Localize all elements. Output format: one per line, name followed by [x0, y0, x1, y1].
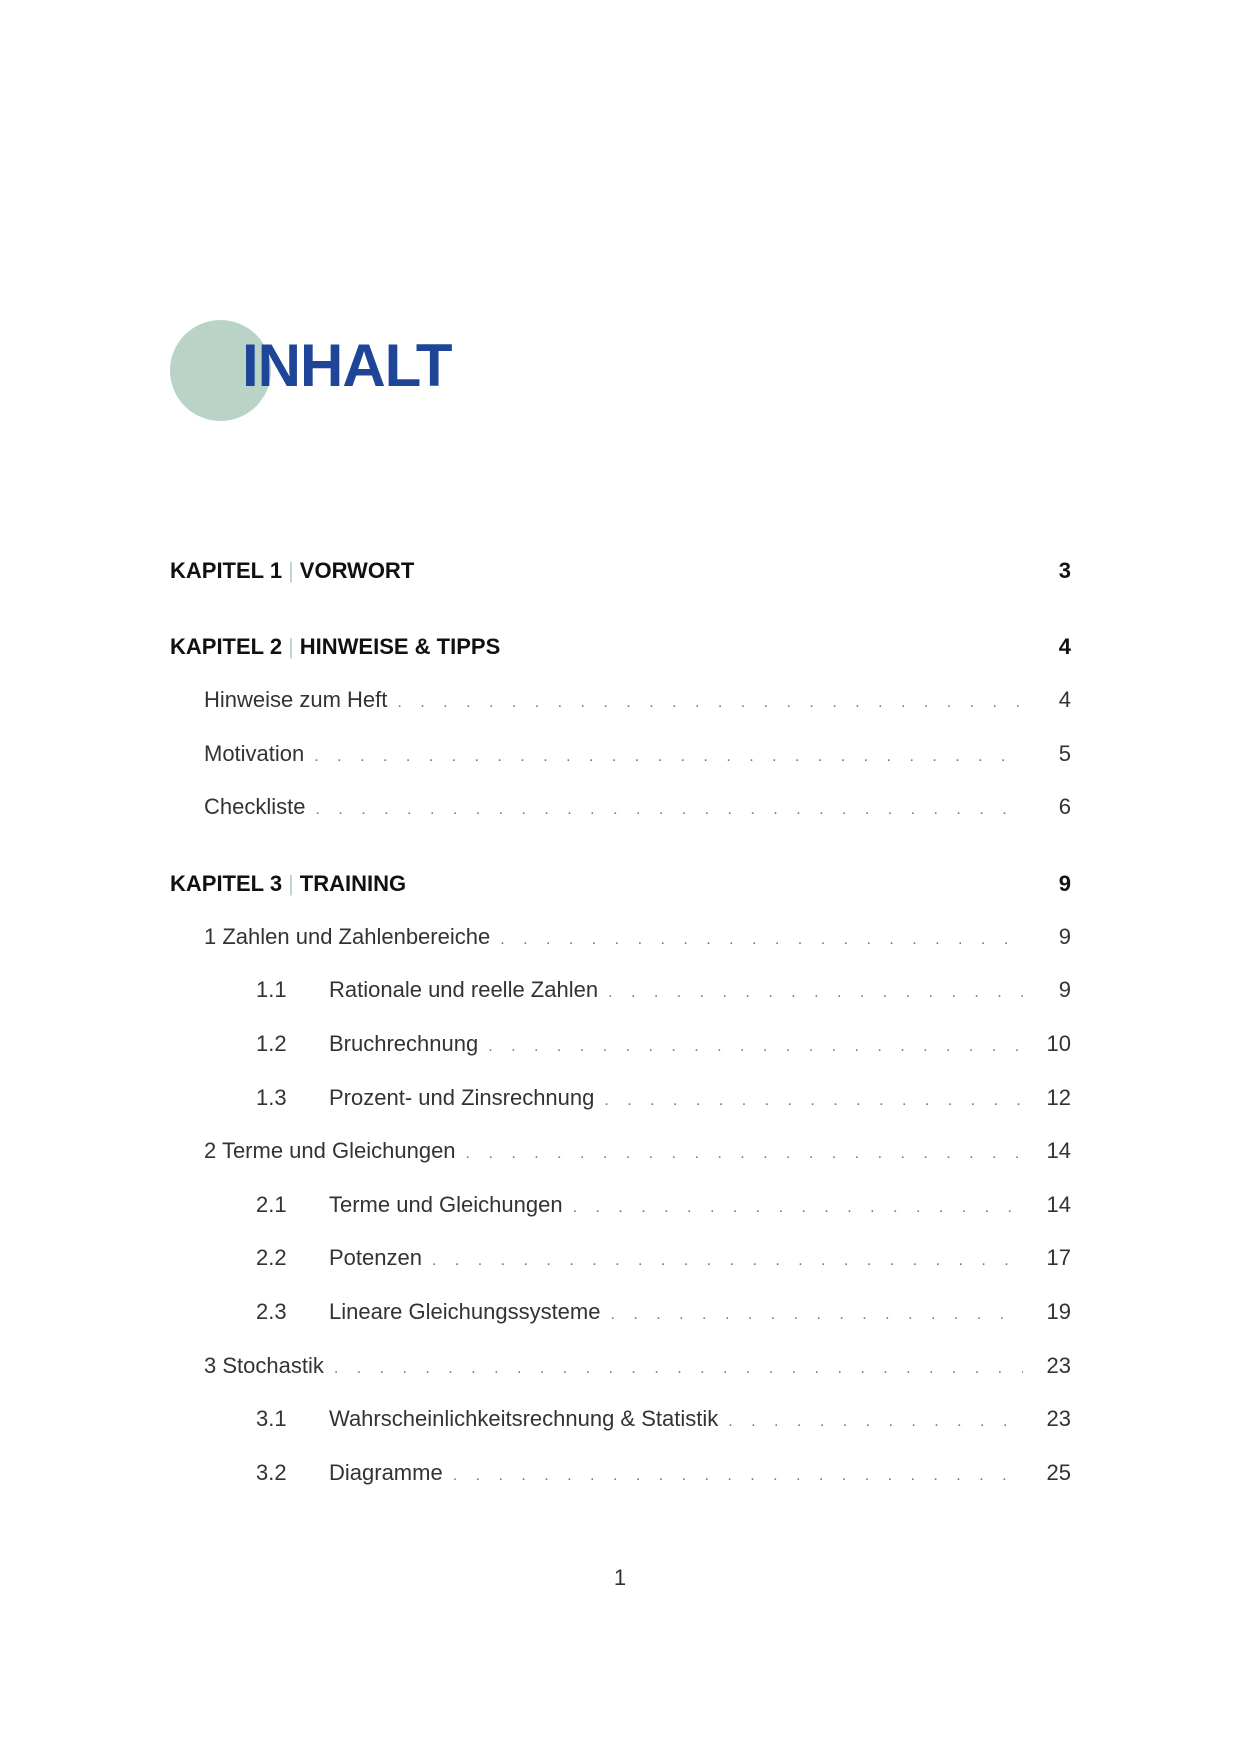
entry-title: Potenzen: [329, 1245, 422, 1271]
page-number: 1: [613, 1565, 627, 1590]
toc-subentry[interactable]: [170, 1231, 1071, 1285]
toc-subentry[interactable]: [170, 1392, 1071, 1446]
entry-title: Rationale und reelle Zahlen: [329, 977, 599, 1003]
entry-page: 10: [1046, 1030, 1071, 1056]
entry-number: 3.2: [256, 1459, 287, 1485]
entry-title: Bruchrechnung: [329, 1030, 479, 1056]
entry-number: 2.3: [256, 1298, 287, 1324]
toc-subentry[interactable]: [170, 1017, 1071, 1071]
entry-number: 1.2: [256, 1030, 287, 1056]
chapter-3-heading[interactable]: [170, 858, 1071, 910]
chapter-label: KAPITEL 2: [170, 634, 283, 659]
dot-leader: [728, 1395, 1023, 1449]
chapter-heading-text: [170, 558, 414, 584]
toc-entry[interactable]: [170, 1124, 1071, 1178]
dot-leader: [608, 966, 1023, 1020]
toc-subentry[interactable]: [170, 1071, 1071, 1125]
dot-leader: [334, 1342, 1023, 1396]
toc-title-block: [170, 320, 570, 430]
entry-title: Terme und Gleichungen: [329, 1191, 563, 1217]
entry-number: 2.2: [256, 1245, 287, 1271]
chapter-page: 3: [1058, 558, 1071, 583]
page-title: INHALT: [242, 332, 452, 399]
entry-title: Hinweise zum Heft: [204, 687, 388, 712]
toc-subentry[interactable]: [170, 1446, 1071, 1500]
entry-title: Lineare Gleichungssysteme: [329, 1298, 601, 1324]
entry-title: Diagramme: [329, 1459, 443, 1485]
entry-title: 1 Zahlen und Zahlenbereiche: [204, 923, 491, 949]
dot-leader: [315, 783, 1023, 837]
chapter-3-entries: [170, 910, 1071, 1500]
entry-title: 2 Terme und Gleichungen: [204, 1138, 456, 1164]
chapter-name: VORWORT: [299, 558, 415, 583]
entry-title: 3 Stochastik: [204, 1352, 324, 1378]
chapter-page: 9: [1058, 870, 1071, 896]
chapter-separator: |: [288, 558, 294, 583]
entry-page: 9: [1058, 977, 1071, 1003]
dot-leader: [432, 1234, 1023, 1288]
entry-title: Checkliste: [204, 794, 306, 820]
dot-leader: [573, 1181, 1023, 1235]
toc-entry[interactable]: [170, 780, 1071, 834]
entry-number: 1.3: [256, 1084, 287, 1110]
dot-leader: [488, 1020, 1023, 1074]
entry-number: 1.1: [256, 977, 287, 1003]
toc-subentry[interactable]: [170, 1178, 1071, 1232]
dot-leader: [466, 1127, 1023, 1181]
chapter-label: KAPITEL 3: [170, 870, 283, 896]
chapter-separator: |: [288, 634, 294, 659]
entry-page: 19: [1046, 1298, 1071, 1324]
entry-title: Wahrscheinlichkeitsrechnung & Statistik: [329, 1406, 719, 1432]
entry-number: 2.1: [256, 1191, 287, 1217]
dot-leader: [610, 1288, 1023, 1342]
entry-page: 4: [1058, 687, 1071, 712]
dot-leader: [397, 676, 1023, 730]
entry-page: 12: [1046, 1084, 1071, 1110]
chapter-name: HINWEISE & TIPPS: [299, 634, 501, 659]
entry-page: 25: [1046, 1459, 1071, 1485]
entry-page: 14: [1046, 1138, 1071, 1164]
entry-number: 3.1: [256, 1406, 287, 1432]
chapter-separator: |: [288, 870, 294, 896]
dot-leader: [314, 730, 1023, 784]
entry-page: 17: [1046, 1245, 1071, 1271]
entry-page: 5: [1058, 740, 1071, 766]
dot-leader: [604, 1074, 1023, 1128]
entry-page: 23: [1046, 1406, 1071, 1432]
toc-entry[interactable]: [170, 673, 1071, 727]
toc-entry[interactable]: [170, 727, 1071, 781]
toc-subentry[interactable]: [170, 963, 1071, 1017]
entry-page: 9: [1058, 923, 1071, 949]
entry-page: 23: [1046, 1352, 1071, 1378]
entry-page: 6: [1058, 794, 1071, 820]
chapter-page: 4: [1058, 634, 1071, 659]
dot-leader: [500, 913, 1023, 967]
chapter-label: KAPITEL 1: [170, 558, 283, 583]
entry-page: 14: [1046, 1191, 1071, 1217]
toc-subentry[interactable]: [170, 1285, 1071, 1339]
toc-entry[interactable]: [170, 1339, 1071, 1393]
entry-title: Motivation: [204, 740, 305, 766]
table-of-contents: [170, 545, 1071, 1499]
chapter-name: TRAINING: [299, 870, 407, 896]
chapter-2-heading[interactable]: [170, 621, 1071, 673]
entry-title: Prozent- und Zinsrechnung: [329, 1084, 595, 1110]
chapter-heading-text: [170, 871, 406, 897]
toc-entry[interactable]: [170, 910, 1071, 964]
dot-leader: [453, 1449, 1023, 1503]
chapter-2-entries: [170, 673, 1071, 834]
chapter-heading-text: [170, 634, 500, 660]
chapter-1-heading[interactable]: [170, 545, 1071, 597]
